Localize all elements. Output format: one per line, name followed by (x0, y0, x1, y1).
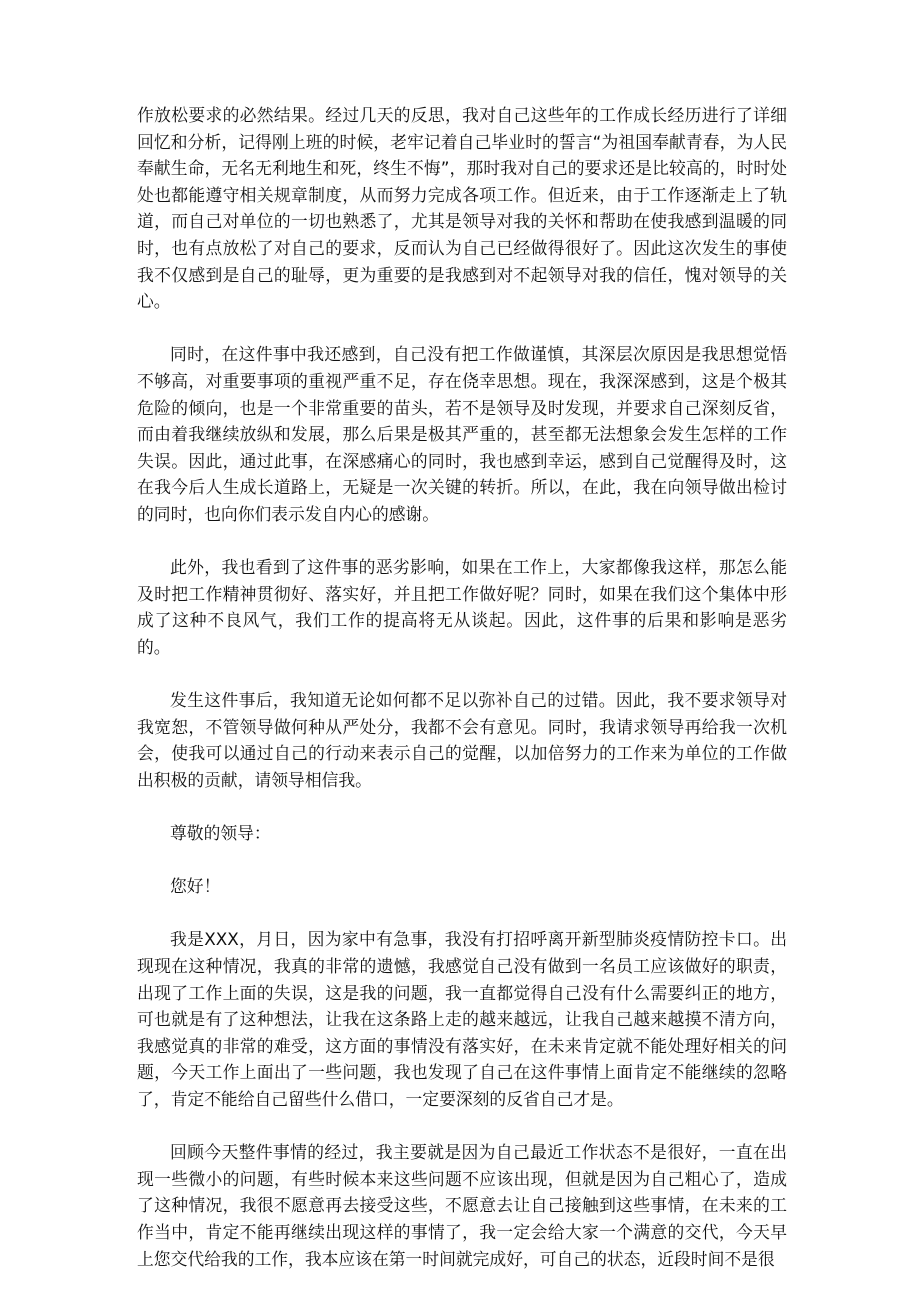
paragraph-4: 发生这件事后，我知道无论如何都不足以弥补自己的过错。因此，我不要求领导对我宽恕，不管领导做何种从严处分，我都不会有意见。同时，我请求领导再给我一次机会，使我可以通过自己的行动来表示自己的觉醒，以加倍努力的工作来为单位的工作做出积极的贡献，请领导相信我。 (137, 690, 787, 790)
document-body (137, 102, 787, 1299)
salutation: 尊敬的领导： (170, 823, 271, 844)
paragraph-2: 同时，在这件事中我还感到，自己没有把工作做谨慎，其深层次原因是我思想觉悟不够高，对重要事项的重视严重不足，存在侥幸思想。现在，我深深感到，这是个极其危险的倾向，也是一个非常重要的苗头，若不是领导及时发现，并要求自己深刻反省，而由着我继续放纵和发展，那么后果是极其严重的，甚至都无法想象会发生怎样的工作失误。因此，通过此事，在深感痛心的同时，我也感到幸运，感到自己觉醒得及时，这在我今后人生成长道路上，无疑是一次关键的转折。所以，在此，我在向领导做出检讨的同时，也向你们表示发自内心的感谢。 (137, 344, 787, 524)
paragraph-1: 作放松要求的必然结果。经过几天的反思，我对自己这些年的工作成长经历进行了详细回忆和分析，记得刚上班的时候，老牢记着自己毕业时的誓言“为祖国奉献青春，为人民奉献生命，无名无利地生和死，终生不悔”，那时我对自己的要求还是比较高的，时时处处也都能遵守相关规章制度，从而努力完成各项工作。但近来，由于工作逐渐走上了轨道，而自己对单位的一切也熟悉了，尤其是领导对我的关怀和帮助在使我感到温暖的同时，也有点放松了对自己的要求，反而认为自己已经做得很好了。因此这次发生的事使我不仅感到是自己的耻辱，更为重要的是我感到对不起领导对我的信任，愧对领导的关心。 (137, 105, 787, 312)
greeting: 您好！ (170, 876, 221, 897)
paragraph-6: 回顾今天整件事情的经过，我主要就是因为自己最近工作状态不是很好，一直在出现一些微小的问题，有些时候本来这些问题不应该出现，但就是因为自己粗心了，造成了这种情况，我很不愿意再去接受这些，不愿意去让自己接触到这些事情，在未来的工作当中，肯定不能再继续出现这样的事情了，我一定会给大家一个满意的交代，今天早上您交代给我的工作，我本应该在第一时间就完成好，可自己的状态，近段时间不是很 (137, 1142, 787, 1269)
paragraph-3: 此外，我也看到了这件事的恶劣影响，如果在工作上，大家都像我这样，那怎么能及时把工作精神贯彻好、落实好，并且把工作做好呢？同时，如果在我们这个集体中形成了这种不良风气，我们工作的提高将无从谈起。因此，这件事的后果和影响是恶劣的。 (137, 557, 787, 657)
paragraph-5: 我是XXX，月日，因为家中有急事，我没有打招呼离开新型肺炎疫情防控卡口。出现现在这种情况，我真的非常的遗憾，我感觉自己没有做到一名员工应该做好的职责，出现了工作上面的失误，这是我的问题，我一直都觉得自己没有什么需要纠正的地方，可也就是有了这种想法，让我在这条路上走的越来越远，让我自己越来越摸不清方向，我感觉真的非常的难受，这方面的事情没有落实好，在未来肯定就不能处理好相关的问题，今天工作上面出了一些问题，我也发现了自己在这件事情上面肯定不能继续的忽略了，肯定不能给自己留些什么借口，一定要深刻的反省自己才是。 (137, 929, 787, 1109)
